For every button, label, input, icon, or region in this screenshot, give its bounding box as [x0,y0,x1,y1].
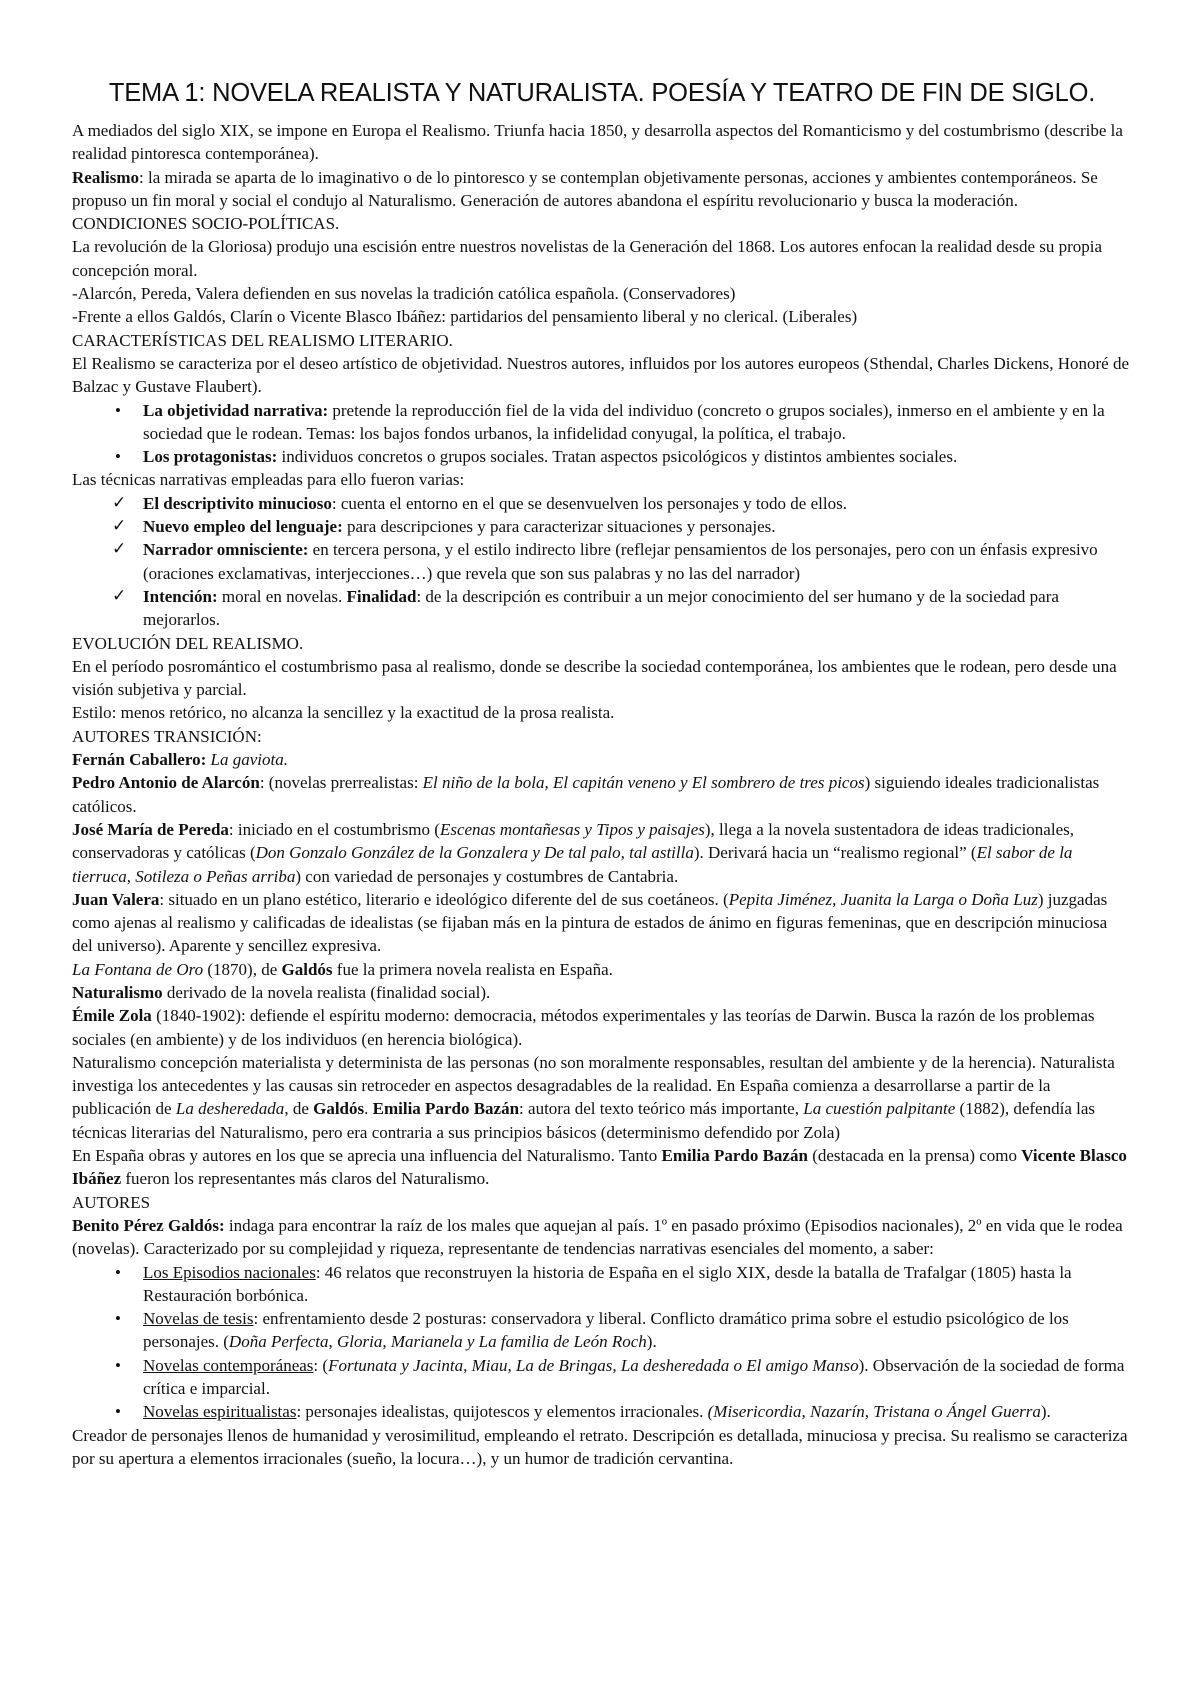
galdos-entry: Benito Pérez Galdós: indaga para encontrar la raíz de los males que aquejan al país. 1º en pasado próximo (Episodios nacionales), 2º en vida que le rodea (novelas). Caracterizado por su complejidad y riqueza, representante de tendencias narrativas esenciales del momento, a saber: [72,1215,1123,1259]
section-heading-autores: AUTORES [72,1192,151,1212]
checklist-item: ✓ Intención: moral en novelas. Finalidad: de la descripción es contribuir a un mejor conocimiento del ser humano y de la sociedad para mejorarlos. [72,585,1132,632]
section-heading-evolucion: EVOLUCIÓN DEL REALISMO. [72,633,304,653]
caracteristicas-paragraph: El Realismo se caracteriza por el deseo artístico de objetividad. Nuestros autores, influidos por los autores europeos (Sthendal, Charles Dickens, Honoré de Balzac y Gustave Flaubert). [72,353,1129,397]
checklist-item: ✓ El descriptivito minucioso: cuenta el entorno en el que se desenvuelven los personajes y todo de ellos. [72,492,1132,515]
list-item: • Los Episodios nacionales: 46 relatos que reconstruyen la historia de España en el siglo XIX, desde la batalla de Trafalgar (1805) hasta la Restauración borbónica. [72,1261,1132,1308]
tecnicas-intro: Las técnicas narrativas empleadas para ello fueron varias: [72,470,465,490]
galdos-works-list [72,1261,1132,1424]
fernan-caballero-entry: Fernán Caballero: La gaviota. [72,750,288,770]
caracteristicas-list [72,399,1132,469]
section-heading-caracteristicas: CARACTERÍSTICAS DEL REALISMO LITERARIO. [72,330,453,350]
checklist-item: ✓ Nuevo empleo del lenguaje: para descripciones y para caracterizar situaciones y personajes. [72,515,1132,538]
naturalismo-line: Naturalismo derivado de la novela realista (finalidad social). [72,982,491,1002]
list-item: • Novelas contemporáneas: (Fortunata y Jacinta, Miau, La de Bringas, La desheredada o El amigo Manso). Observación de la sociedad de forma crítica e imparcial. [72,1354,1132,1401]
list-item: • La objetividad narrativa: pretende la reproducción fiel de la vida del individuo (concreto o grupos sociales), inmerso en el ambiente y en la sociedad que le rodean. Temas: los bajos fondos urbanos, la infidelidad conyugal, la política, el trabajo. [72,399,1132,446]
zola-entry: Émile Zola (1840-1902): defiende el espíritu moderno: democracia, métodos experimentales y las teorías de Darwin. Busca la razón de los problemas sociales (en ambiente) y de los individuos (en herencia biológica). [72,1006,1095,1049]
alarcon-entry: Pedro Antonio de Alarcón: (novelas prerrealistas: El niño de la bola, El capitán veneno y El sombrero de tres picos) siguiendo ideales tradicionalistas católicos. [72,773,1100,816]
section-heading-condiciones: CONDICIONES SOCIO-POLÍTICAS. [72,214,340,234]
conservadores-line: -Alarcón, Pereda, Valera defienden en sus novelas la tradición católica española. (Conservadores) [72,284,736,304]
page-title: TEMA 1: NOVELA REALISTA Y NATURALISTA. POESÍA Y TEATRO DE FIN DE SIGLO. [108,79,1096,107]
espana-paragraph: En España obras y autores en los que se aprecia una influencia del Naturalismo. Tanto Emilia Pardo Bazán (destacada en la prensa) como Vicente Blasco Ibáñez fueron los representantes más claros del Naturalismo. [72,1146,1127,1189]
list-item: • Los protagonistas: individuos concretos o grupos sociales. Tratan aspectos psicológicos y distintos ambientes sociales. [72,445,1132,468]
condiciones-paragraph: La revolución de la Gloriosa) produjo una escisión entre nuestros novelistas de la Generación del 1868. Los autores enfocan la realidad desde su propia concepción moral. [72,237,1103,280]
document-page [72,78,1132,1470]
section-heading-transicion: AUTORES TRANSICIÓN: [72,726,262,746]
estilo-line: Estilo: menos retórico, no alcanza la sencillez y la exactitud de la prosa realista. [72,703,615,723]
fontana-line: La Fontana de Oro (1870), de Galdós fue la primera novela realista en España. [72,959,613,979]
intro-paragraph: A mediados del siglo XIX, se impone en Europa el Realismo. Triunfa hacia 1850, y desarrolla aspectos del Romanticismo y del costumbrismo (describe la realidad pintoresca contemporánea). [72,121,1123,164]
valera-entry: Juan Valera: situado en un plano estético, literario e ideológico diferente del de sus coetáneos. (Pepita Jiménez, Juanita la Larga o Doña Luz) juzgadas como ajenas al realismo y calificadas de idealistas (se fijaban más en la pintura de estados de ánimo en figuras femeninas, que en descripción minuciosa del universo). Aparente y sencillez expresiva. [72,889,1108,956]
liberales-line: -Frente a ellos Galdós, Clarín o Vicente Blasco Ibáñez: partidarios del pensamiento liberal y no clerical. (Liberales) [72,307,858,327]
checklist-item: ✓ Narrador omnisciente: en tercera persona, y el estilo indirecto libre (reflejar pensamientos de los personajes, pero con un énfasis expresivo (oraciones exclamativas, interjecciones…) que revela que son sus palabras y no las del narrador) [72,538,1132,585]
pereda-entry: José María de Pereda: iniciado en el costumbrismo (Escenas montañesas y Tipos y paisajes), llega a la novela sustentadora de ideas tradicionales, conservadoras y católicas (Don Gonzalo González de la Gonzalera y De tal palo, tal astilla). Derivará hacia un “realismo regional” (El sabor de la tierruca, Sotileza o Peñas arriba) con variedad de personajes y costumbres de Cantabria. [72,819,1074,886]
list-item: • Novelas espiritualistas: personajes idealistas, quijotescos y elementos irracionales. (Misericordia, Nazarín, Tristana o Ángel Guerra). [72,1400,1132,1423]
closing-paragraph: Creador de personajes llenos de humanidad y verosimilitud, empleando el retrato. Descripción es detallada, minuciosa y precisa. Su realismo se caracteriza por su apertura a elementos irracionales (sueño, la locura…), y un humor de tradición cervantina. [72,1425,1128,1468]
list-item: • Novelas de tesis: enfrentamiento desde 2 posturas: conservadora y liberal. Conflicto dramático prima sobre el estudio psicológico de los personajes. (Doña Perfecta, Gloria, Marianela y La familia de León Roch). [72,1307,1132,1354]
tecnicas-checklist [72,492,1132,632]
naturalismo-paragraph: Naturalismo concepción materialista y determinista de las personas (no son moralmente responsables, resultan del ambiente y de la herencia). Naturalista investiga los antecedentes y las causas sin retroceder en aspectos desagradables de la realidad. En España comienza a desarrollarse a partir de la publicación de La desheredada, de Galdós. Emilia Pardo Bazán: autora del texto teórico más importante, La cuestión palpitante (1882), defendía las técnicas literarias del Naturalismo, pero era contraria a sus principios básicos (determinismo defendido por Zola) [72,1052,1115,1142]
realismo-definition: Realismo: la mirada se aparta de lo imaginativo o de lo pintoresco y se contemplan objetivamente personas, acciones y ambientes contemporáneos. Se propuso un fin moral y social el condujo al Naturalismo. Generación de autores abandona el espíritu revolucionario y busca la moderación. [72,167,1098,210]
evolucion-paragraph: En el período posromántico el costumbrismo pasa al realismo, donde se describe la sociedad contemporánea, los ambientes que le rodean, pero desde una visión subjetiva y parcial. [72,656,1117,700]
